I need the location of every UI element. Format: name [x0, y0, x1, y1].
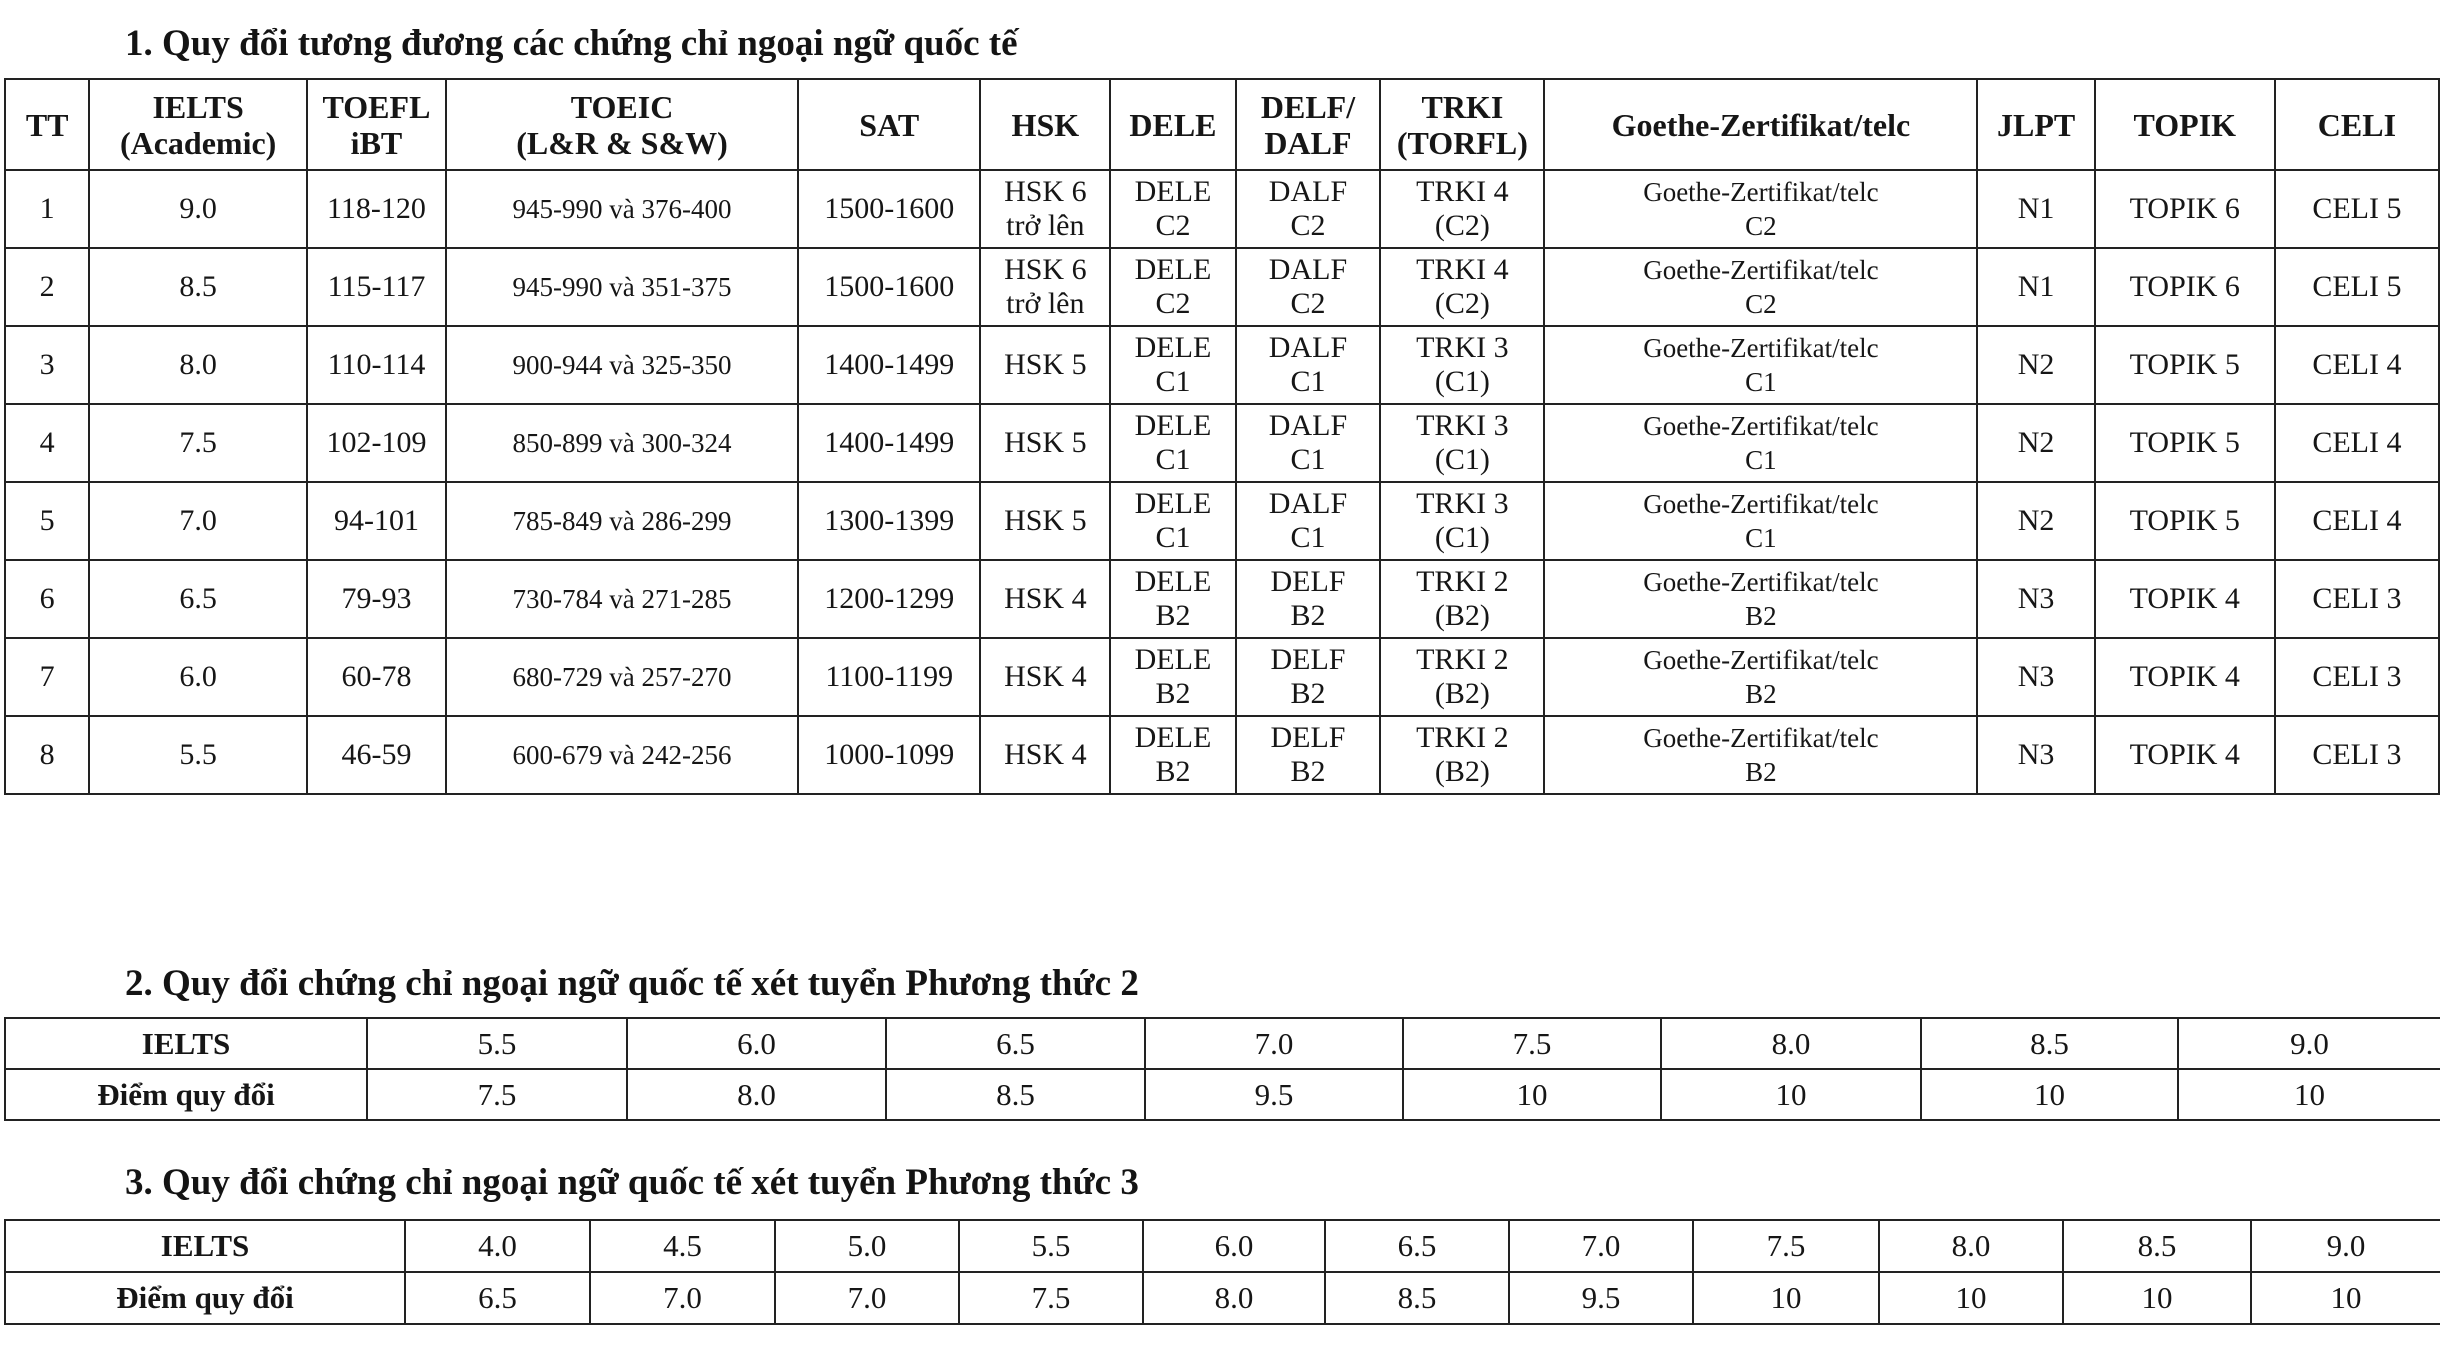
header-ielts: IELTS (Academic)	[89, 79, 307, 170]
method2-ielts-row	[5, 1018, 2440, 1069]
cell-celi: CELI 3	[2275, 638, 2439, 716]
method2-score-value: 7.5	[367, 1069, 627, 1120]
cell-celi: CELI 4	[2275, 404, 2439, 482]
method3-ielts-value: 8.5	[2063, 1220, 2251, 1272]
method3-ielts-value: 5.0	[775, 1220, 959, 1272]
header-toeic: TOEIC (L&R & S&W)	[446, 79, 798, 170]
method3-ielts-value: 8.0	[1879, 1220, 2063, 1272]
cell-dele: DELE B2	[1110, 638, 1235, 716]
cell-celi: CELI 5	[2275, 170, 2439, 248]
method2-score-value: 10	[1661, 1069, 1921, 1120]
method3-score-row	[5, 1272, 2440, 1324]
cell-trki: TRKI 4 (C2)	[1380, 170, 1544, 248]
cell-ielts: 7.0	[89, 482, 307, 560]
cell-jlpt: N1	[1977, 170, 2094, 248]
method3-ielts-value: 5.5	[959, 1220, 1143, 1272]
cell-jlpt: N2	[1977, 482, 2094, 560]
cell-delf-dalf: DALF C1	[1236, 404, 1381, 482]
method3-ielts-value: 4.5	[590, 1220, 775, 1272]
table-row	[5, 716, 2439, 794]
cell-jlpt: N1	[1977, 248, 2094, 326]
cell-ielts: 8.0	[89, 326, 307, 404]
cell-toeic: 945-990 và 376-400	[446, 170, 798, 248]
cell-hsk: HSK 5	[980, 404, 1110, 482]
cell-trki: TRKI 2 (B2)	[1380, 560, 1544, 638]
cell-goethe: Goethe-Zertifikat/telc C1	[1544, 482, 1977, 560]
table-row	[5, 560, 2439, 638]
cell-toefl: 46-59	[307, 716, 446, 794]
method3-ielts-value: 7.0	[1509, 1220, 1693, 1272]
cell-dele: DELE B2	[1110, 716, 1235, 794]
cell-jlpt: N2	[1977, 404, 2094, 482]
method2-ielts-value: 6.5	[886, 1018, 1145, 1069]
cell-delf-dalf: DELF B2	[1236, 638, 1381, 716]
section1-title: 1. Quy đổi tương đương các chứng chỉ ngoại ngữ quốc tế	[125, 23, 1018, 64]
cell-celi: CELI 3	[2275, 560, 2439, 638]
cell-toeic: 850-899 và 300-324	[446, 404, 798, 482]
cell-dele: DELE C1	[1110, 404, 1235, 482]
table-row	[5, 248, 2439, 326]
cell-tt: 1	[5, 170, 89, 248]
table-header-row	[5, 79, 2439, 170]
cell-delf-dalf: DALF C2	[1236, 170, 1381, 248]
cell-sat: 1300-1399	[798, 482, 980, 560]
header-celi: CELI	[2275, 79, 2439, 170]
method3-ielts-value: 6.5	[1325, 1220, 1509, 1272]
cell-trki: TRKI 2 (B2)	[1380, 638, 1544, 716]
cell-sat: 1100-1199	[798, 638, 980, 716]
header-delf-dalf: DELF/ DALF	[1236, 79, 1381, 170]
cell-goethe: Goethe-Zertifikat/telc C1	[1544, 326, 1977, 404]
cell-topik: TOPIK 4	[2095, 716, 2275, 794]
cell-topik: TOPIK 5	[2095, 404, 2275, 482]
cell-topik: TOPIK 4	[2095, 560, 2275, 638]
method3-ielts-value: 4.0	[405, 1220, 590, 1272]
cell-dele: DELE C2	[1110, 248, 1235, 326]
table-row	[5, 170, 2439, 248]
cell-goethe: Goethe-Zertifikat/telc B2	[1544, 716, 1977, 794]
cell-ielts: 5.5	[89, 716, 307, 794]
method2-score-value: 10	[2178, 1069, 2440, 1120]
cell-delf-dalf: DALF C2	[1236, 248, 1381, 326]
cell-tt: 5	[5, 482, 89, 560]
cell-sat: 1400-1499	[798, 404, 980, 482]
cell-toeic: 730-784 và 271-285	[446, 560, 798, 638]
cell-toefl: 102-109	[307, 404, 446, 482]
table-row	[5, 638, 2439, 716]
cell-delf-dalf: DELF B2	[1236, 716, 1381, 794]
cell-sat: 1200-1299	[798, 560, 980, 638]
cell-goethe: Goethe-Zertifikat/telc B2	[1544, 560, 1977, 638]
method2-ielts-label: IELTS	[5, 1018, 367, 1069]
cell-hsk: HSK 4	[980, 638, 1110, 716]
cell-trki: TRKI 2 (B2)	[1380, 716, 1544, 794]
method2-score-value: 9.5	[1145, 1069, 1403, 1120]
cell-toefl: 115-117	[307, 248, 446, 326]
method3-score-value: 7.0	[775, 1272, 959, 1324]
cell-tt: 7	[5, 638, 89, 716]
method3-score-value: 7.5	[959, 1272, 1143, 1324]
cell-trki: TRKI 3 (C1)	[1380, 326, 1544, 404]
method2-table	[4, 1017, 2440, 1121]
cell-tt: 3	[5, 326, 89, 404]
table-row	[5, 404, 2439, 482]
section3-title: 3. Quy đổi chứng chỉ ngoại ngữ quốc tế xét tuyển Phương thức 3	[125, 1162, 1139, 1203]
cell-sat: 1500-1600	[798, 170, 980, 248]
header-trki: TRKI (TORFL)	[1380, 79, 1544, 170]
table-row	[5, 482, 2439, 560]
method2-ielts-value: 5.5	[367, 1018, 627, 1069]
cell-tt: 4	[5, 404, 89, 482]
cell-dele: DELE C1	[1110, 326, 1235, 404]
method2-ielts-value: 7.0	[1145, 1018, 1403, 1069]
cell-hsk: HSK 5	[980, 326, 1110, 404]
method3-ielts-label: IELTS	[5, 1220, 405, 1272]
cell-dele: DELE C1	[1110, 482, 1235, 560]
method2-ielts-value: 8.0	[1661, 1018, 1921, 1069]
cell-sat: 1500-1600	[798, 248, 980, 326]
cell-sat: 1000-1099	[798, 716, 980, 794]
header-hsk: HSK	[980, 79, 1110, 170]
cell-topik: TOPIK 6	[2095, 170, 2275, 248]
cell-trki: TRKI 4 (C2)	[1380, 248, 1544, 326]
method3-score-value: 9.5	[1509, 1272, 1693, 1324]
method3-table	[4, 1219, 2440, 1325]
method3-score-value: 10	[2251, 1272, 2440, 1324]
cell-sat: 1400-1499	[798, 326, 980, 404]
cell-ielts: 7.5	[89, 404, 307, 482]
cell-delf-dalf: DALF C1	[1236, 482, 1381, 560]
method2-ielts-value: 7.5	[1403, 1018, 1661, 1069]
cell-dele: DELE C2	[1110, 170, 1235, 248]
method2-score-label: Điểm quy đổi	[5, 1069, 367, 1120]
cell-delf-dalf: DALF C1	[1236, 326, 1381, 404]
method3-ielts-value: 7.5	[1693, 1220, 1879, 1272]
header-topik: TOPIK	[2095, 79, 2275, 170]
cell-ielts: 6.0	[89, 638, 307, 716]
table-row	[5, 326, 2439, 404]
cell-toefl: 94-101	[307, 482, 446, 560]
cell-hsk: HSK 4	[980, 560, 1110, 638]
cell-tt: 2	[5, 248, 89, 326]
method3-ielts-row	[5, 1220, 2440, 1272]
method3-score-value: 10	[1693, 1272, 1879, 1324]
cell-celi: CELI 5	[2275, 248, 2439, 326]
equivalence-table	[4, 78, 2440, 795]
method3-score-value: 10	[2063, 1272, 2251, 1324]
header-tt: TT	[5, 79, 89, 170]
method2-score-value: 10	[1921, 1069, 2178, 1120]
method3-ielts-value: 9.0	[2251, 1220, 2440, 1272]
cell-trki: TRKI 3 (C1)	[1380, 482, 1544, 560]
method2-score-value: 10	[1403, 1069, 1661, 1120]
cell-toeic: 600-679 và 242-256	[446, 716, 798, 794]
method3-score-value: 8.5	[1325, 1272, 1509, 1324]
method2-score-row	[5, 1069, 2440, 1120]
method3-ielts-value: 6.0	[1143, 1220, 1325, 1272]
cell-toefl: 60-78	[307, 638, 446, 716]
method3-score-value: 10	[1879, 1272, 2063, 1324]
cell-dele: DELE B2	[1110, 560, 1235, 638]
method2-score-value: 8.0	[627, 1069, 886, 1120]
method3-score-value: 7.0	[590, 1272, 775, 1324]
cell-toeic: 945-990 và 351-375	[446, 248, 798, 326]
cell-goethe: Goethe-Zertifikat/telc C2	[1544, 170, 1977, 248]
method2-ielts-value: 8.5	[1921, 1018, 2178, 1069]
cell-toefl: 118-120	[307, 170, 446, 248]
cell-jlpt: N2	[1977, 326, 2094, 404]
section2-title: 2. Quy đổi chứng chỉ ngoại ngữ quốc tế xét tuyển Phương thức 2	[125, 963, 1139, 1004]
cell-delf-dalf: DELF B2	[1236, 560, 1381, 638]
cell-toefl: 110-114	[307, 326, 446, 404]
method2-ielts-value: 6.0	[627, 1018, 886, 1069]
cell-ielts: 6.5	[89, 560, 307, 638]
cell-hsk: HSK 6 trở lên	[980, 170, 1110, 248]
header-sat: SAT	[798, 79, 980, 170]
cell-ielts: 9.0	[89, 170, 307, 248]
cell-topik: TOPIK 5	[2095, 326, 2275, 404]
cell-hsk: HSK 4	[980, 716, 1110, 794]
header-goethe: Goethe-Zertifikat/telc	[1544, 79, 1977, 170]
method3-score-value: 6.5	[405, 1272, 590, 1324]
cell-celi: CELI 4	[2275, 326, 2439, 404]
cell-toeic: 680-729 và 257-270	[446, 638, 798, 716]
method2-ielts-value: 9.0	[2178, 1018, 2440, 1069]
cell-goethe: Goethe-Zertifikat/telc B2	[1544, 638, 1977, 716]
cell-jlpt: N3	[1977, 716, 2094, 794]
header-toefl: TOEFL iBT	[307, 79, 446, 170]
cell-topik: TOPIK 4	[2095, 638, 2275, 716]
cell-topik: TOPIK 5	[2095, 482, 2275, 560]
cell-goethe: Goethe-Zertifikat/telc C2	[1544, 248, 1977, 326]
cell-topik: TOPIK 6	[2095, 248, 2275, 326]
cell-celi: CELI 3	[2275, 716, 2439, 794]
cell-celi: CELI 4	[2275, 482, 2439, 560]
cell-jlpt: N3	[1977, 638, 2094, 716]
cell-jlpt: N3	[1977, 560, 2094, 638]
cell-hsk: HSK 6 trở lên	[980, 248, 1110, 326]
method3-score-label: Điểm quy đổi	[5, 1272, 405, 1324]
header-dele: DELE	[1110, 79, 1235, 170]
cell-toefl: 79-93	[307, 560, 446, 638]
header-jlpt: JLPT	[1977, 79, 2094, 170]
cell-trki: TRKI 3 (C1)	[1380, 404, 1544, 482]
cell-hsk: HSK 5	[980, 482, 1110, 560]
cell-tt: 6	[5, 560, 89, 638]
cell-ielts: 8.5	[89, 248, 307, 326]
method2-score-value: 8.5	[886, 1069, 1145, 1120]
cell-tt: 8	[5, 716, 89, 794]
cell-toeic: 900-944 và 325-350	[446, 326, 798, 404]
cell-toeic: 785-849 và 286-299	[446, 482, 798, 560]
cell-goethe: Goethe-Zertifikat/telc C1	[1544, 404, 1977, 482]
method3-score-value: 8.0	[1143, 1272, 1325, 1324]
